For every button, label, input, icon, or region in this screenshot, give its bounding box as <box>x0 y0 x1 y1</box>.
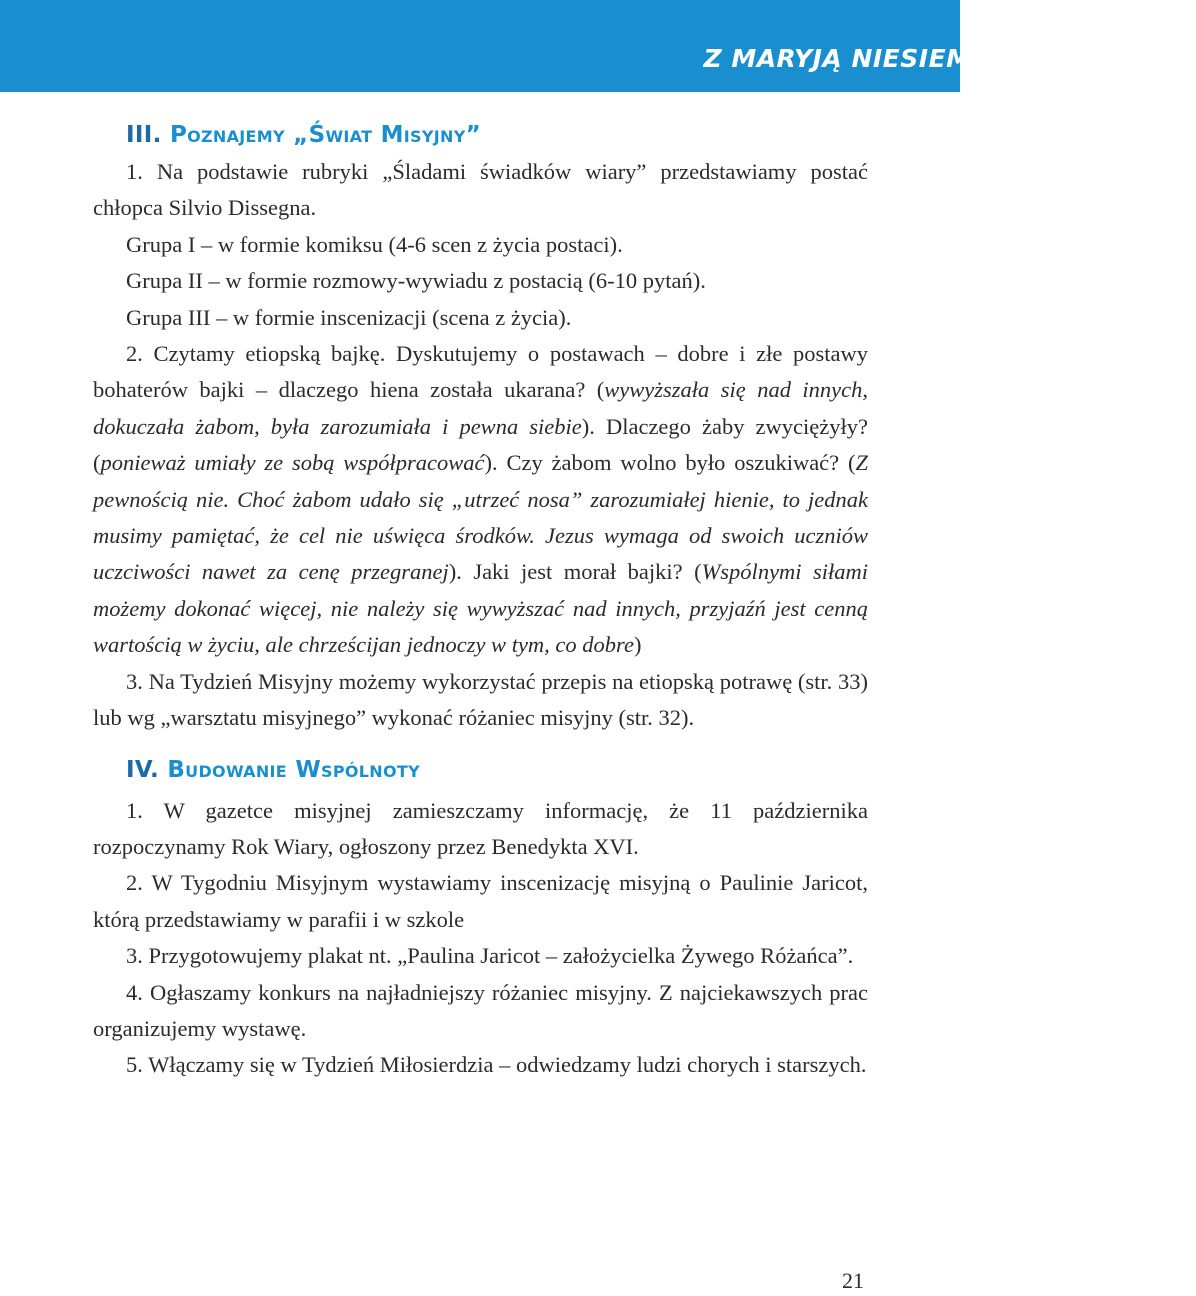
text-run: ) <box>633 632 642 658</box>
list-item: 3. Przygotowujemy plakat nt. „Paulina Jaricot – założycielka Żywego Różańca”. <box>126 943 854 969</box>
list-item: 1. W gazetce misyjnej zamieszczamy informację, że 11 października rozpoczynamy Rok Wiary, ogłoszony przez Benedykta XVI. <box>93 797 868 859</box>
section-number: IV. <box>126 756 160 783</box>
italic-answer: Wspólnymi siłami możemy dokonać więcej, nie należy się wywyższać nad innych, przyjaźń jest cenną wartością w życiu, ale chrześcijan jednoczy w tym, co dobre <box>93 559 869 658</box>
paragraph-item-2 <box>93 336 868 664</box>
header-title: Z MARYJĄ NIESIEMY JEZUSA <box>703 44 1105 73</box>
list-item: 5. Włączamy się w Tydzień Miłosierdzia – odwiedzamy ludzi chorych i starszych. <box>126 1052 867 1078</box>
list-item: 2. W Tygodniu Misyjnym wystawiamy inscenizację misyjną o Paulinie Jaricot, którą przedstawiamy w parafii i w szkole <box>93 870 868 932</box>
italic-answer: Z pewnością nie. Choć żabom udało się „utrzeć nosa” zarozumiałej hienie, to jednak musimy pamiętać, że cel nie uświęca środków. Jezus wymaga od swoich uczniów uczciwości nawet za cenę przegranej <box>93 450 868 585</box>
header-banner <box>0 0 1105 92</box>
page-number: 21 <box>842 1268 864 1293</box>
section-title: Poznajemy „Świat Misyjny” <box>169 122 482 148</box>
text-run: ). Czy żabom wolno było oszukiwać? ( <box>484 450 856 476</box>
paragraph-item-1: 1. Na podstawie rubryki „Śladami świadków wiary” przedstawiamy postać chłopca Silvio Dissegna. <box>93 159 868 221</box>
paragraph-group-2: Grupa II – w formie rozmowy-wywiadu z postacią (6-10 pytań). <box>126 268 706 294</box>
paragraph-item-3: 3. Na Tydzień Misyjny możemy wykorzystać przepis na etiopską potrawę (str. 33) lub wg „warsztatu misyjnego” wykonać różaniec misyjny (str. 32). <box>93 668 868 731</box>
section-heading-iv <box>126 753 868 787</box>
page-content <box>93 118 868 1084</box>
section-number: III. <box>126 122 162 148</box>
text-run: 2. Czytamy etiopską bajkę. Dyskutujemy o postawach – dobre i złe postawy bohaterów bajki – dlaczego hiena została ukarana? ( <box>93 341 868 403</box>
section-heading-iii <box>126 118 868 152</box>
text-run: ). Jaki jest morał bajki? ( <box>448 559 702 585</box>
list-item: 4. Ogłaszamy konkurs na najładniejszy różaniec misyjny. Z najciekawszych prac organizujemy wystawę. <box>93 979 868 1041</box>
paragraph-group-1: Grupa I – w formie komiksu (4-6 scen z życia postaci). <box>126 231 623 257</box>
italic-answer: wywyższała się nad innych, dokuczała żabom, była zarozumiała i pewna siebie <box>93 377 868 439</box>
italic-answer: ponieważ umiały ze sobą współpracować <box>100 450 485 476</box>
section-title: Budowanie Wspólnoty <box>167 756 420 783</box>
paragraph-group-3: Grupa III – w formie inscenizacji (scena z życia). <box>126 304 572 330</box>
text-run: ). Dlaczego żaby zwyciężyły? ( <box>93 413 868 476</box>
